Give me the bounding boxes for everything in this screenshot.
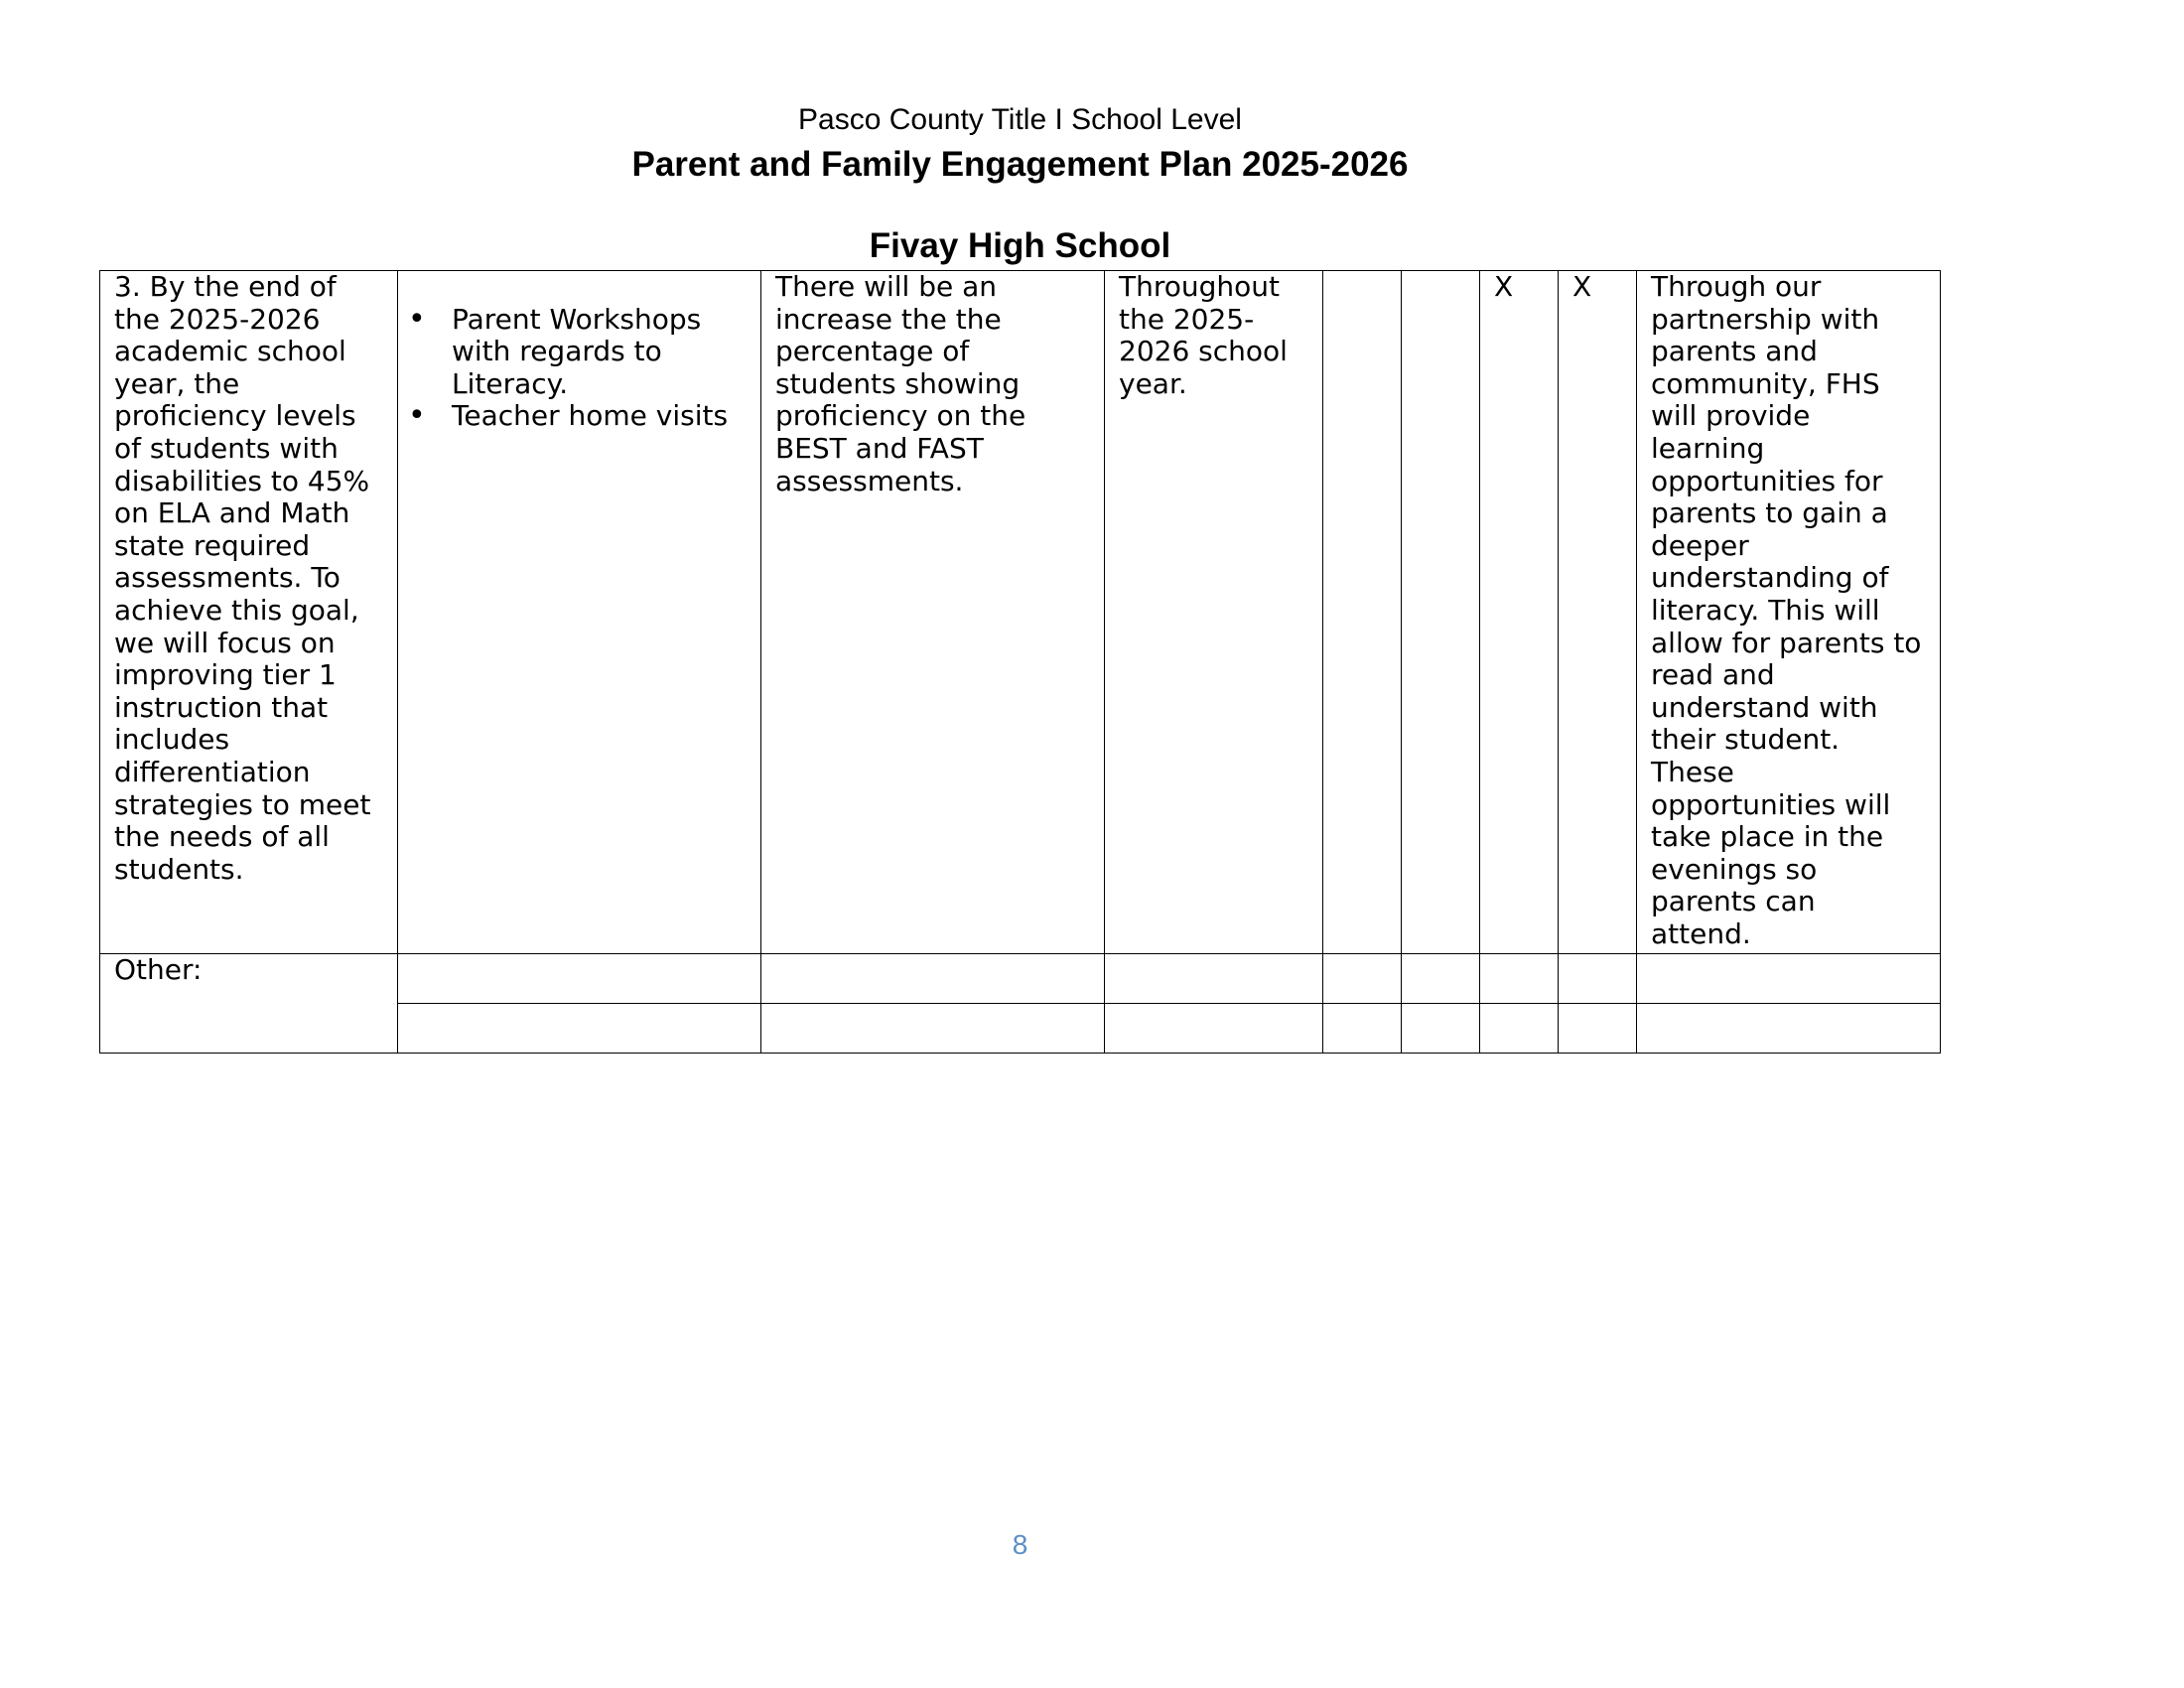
- mark-cell-3: X: [1480, 271, 1559, 954]
- mark-cell-4: X: [1559, 271, 1637, 954]
- evidence-cell: There will be an increase the the percentage of students showing proficiency on the BEST and FAST assessments.: [761, 271, 1105, 954]
- empty-cell: [761, 1004, 1105, 1054]
- plan-title: Parent and Family Engagement Plan 2025-2026: [631, 145, 1409, 184]
- activities-list: [412, 304, 747, 433]
- engagement-plan-table: [99, 270, 1941, 1054]
- goal-cell: 3. By the end of the 2025-2026 academic school year, the proficiency levels of students with disabilities to 45% on ELA and Math state required assessments. To achieve this goal, we will focus on improving tier 1 instruction that includes differentiation strategies to meet the needs of all students.: [100, 271, 398, 954]
- empty-cell: [1480, 1004, 1559, 1054]
- activities-cell: [398, 271, 761, 954]
- list-item: • Parent Workshops with regards to Literacy.: [452, 304, 747, 401]
- page-number: 8: [1012, 1529, 1028, 1560]
- other-label-cell: Other:: [100, 954, 398, 1054]
- description-cell: Through our partnership with parents and community, FHS will provide learning opportunities for parents to gain a deeper understanding of literacy. This will allow for parents to read and understand with their student. These opportunities will take place in the evenings so parents can attend.: [1637, 271, 1941, 954]
- empty-cell: [1105, 1004, 1323, 1054]
- empty-cell: [1105, 954, 1323, 1004]
- empty-cell: [1480, 954, 1559, 1004]
- empty-cell: [1637, 1004, 1941, 1054]
- empty-cell: [398, 954, 761, 1004]
- mark-cell-1: [1323, 271, 1402, 954]
- empty-cell: [1402, 1004, 1480, 1054]
- empty-cell: [1559, 1004, 1637, 1054]
- empty-cell: [1559, 954, 1637, 1004]
- list-item: • Teacher home visits: [452, 400, 747, 433]
- timeline-cell: Throughout the 2025- 2026 school year.: [1105, 271, 1323, 954]
- school-name: Fivay High School: [869, 226, 1171, 265]
- table-row: [100, 271, 1941, 954]
- empty-cell: [1402, 954, 1480, 1004]
- empty-cell: [1323, 1004, 1402, 1054]
- empty-cell: [1323, 954, 1402, 1004]
- mark-cell-2: [1402, 271, 1480, 954]
- empty-cell: [398, 1004, 761, 1054]
- empty-cell: [1637, 954, 1941, 1004]
- table-row: [100, 954, 1941, 1004]
- county-heading: Pasco County Title I School Level: [798, 103, 1242, 136]
- empty-cell: [761, 954, 1105, 1004]
